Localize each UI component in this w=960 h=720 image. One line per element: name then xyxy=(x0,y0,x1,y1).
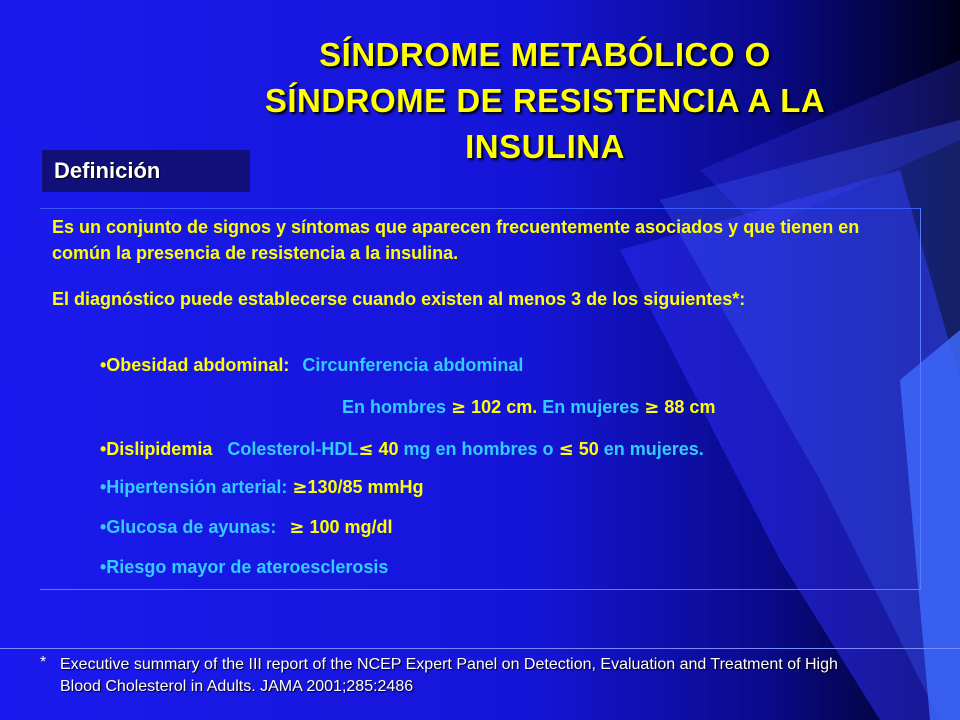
title-line-2: SÍNDROME DE RESISTENCIA A LA xyxy=(264,82,826,119)
glu-value: 100 mg/dl xyxy=(309,517,393,537)
obesity-label: •Obesidad abdominal: xyxy=(100,355,290,375)
hta-value: 130/85 mmHg xyxy=(307,477,424,497)
hta-label: •Hipertensión arterial: xyxy=(100,477,288,497)
dys-text-3: en mujeres. xyxy=(603,439,704,459)
criterion-glucose xyxy=(100,514,393,541)
glu-label: •Glucosa de ayunas: xyxy=(100,517,277,537)
footnote-marker: * xyxy=(40,654,47,671)
geq-symbol: ≥ xyxy=(451,397,467,418)
obesity-women-value: 88 cm xyxy=(664,397,716,417)
geq-symbol: ≥ xyxy=(644,397,660,418)
criterion-obesity-detail xyxy=(342,394,715,421)
intro-paragraph: Es un conjunto de signos y síntomas que aparecen frecuentemente asociados y que tienen en común la presencia de resistencia a la insulina. xyxy=(52,217,860,263)
footer-divider xyxy=(0,648,960,649)
obesity-women: En mujeres xyxy=(542,397,640,417)
title-line-3: INSULINA xyxy=(465,128,625,165)
dys-label: •Dislipidemia xyxy=(100,439,213,459)
obesity-value: Circunferencia abdominal xyxy=(302,355,524,375)
criterion-obesity xyxy=(100,352,523,378)
geq-symbol: ≥ xyxy=(289,517,305,538)
dys-value-1: 40 xyxy=(378,439,399,459)
diagnosis-paragraph: El diagnóstico puede establecerse cuando existen al menos 3 de los siguientes*: xyxy=(52,289,746,309)
criterion-dyslipidemia xyxy=(100,436,704,463)
criterion-hypertension xyxy=(100,474,424,501)
title-line-1: SÍNDROME METABÓLICO O xyxy=(319,36,771,73)
section-label: Definición xyxy=(42,150,250,192)
geq-symbol: ≥ xyxy=(292,477,308,498)
leq-symbol: ≤ xyxy=(358,439,374,460)
leq-symbol: ≤ xyxy=(558,439,574,460)
footnote-text: Executive summary of the III report of the NCEP Expert Panel on Detection, Evaluation and Treatment of High Blood Cholesterol in Adults. JAMA 2001;285:2486 xyxy=(60,656,838,695)
dys-text-1: Colesterol-HDL xyxy=(227,439,359,459)
obesity-men-value: 102 cm. xyxy=(471,397,538,417)
criterion-risk: •Riesgo mayor de ateroesclerosis xyxy=(100,557,389,577)
slide-title xyxy=(190,32,900,170)
dys-text-2: mg en hombres o xyxy=(403,439,554,459)
dys-value-2: 50 xyxy=(578,439,599,459)
obesity-men: En hombres xyxy=(342,397,447,417)
